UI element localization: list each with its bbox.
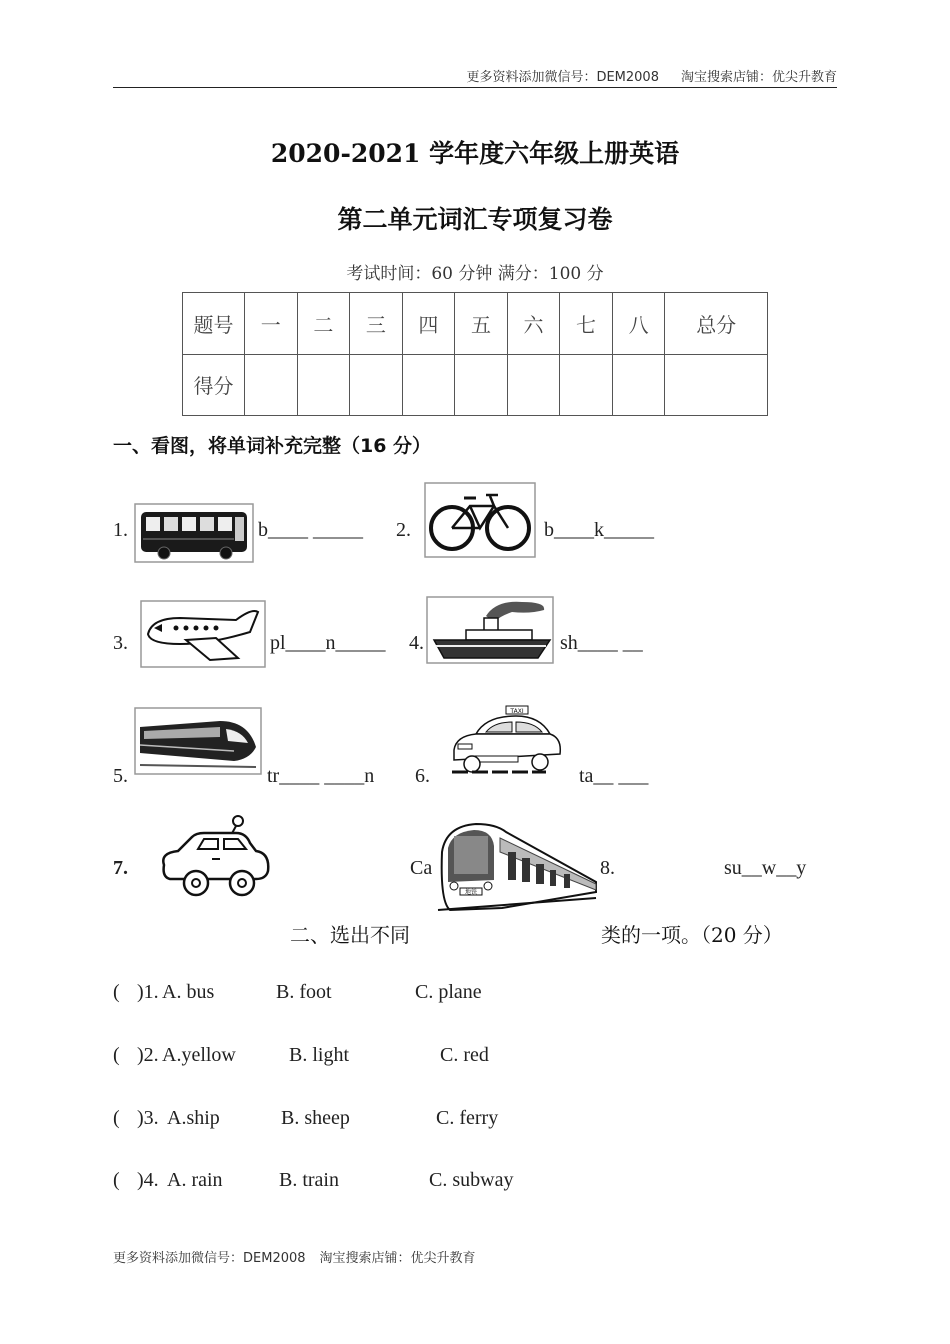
item-answer-blank[interactable]: b____ _____ bbox=[258, 519, 363, 541]
option-a: A. rain bbox=[167, 1169, 223, 1191]
section2-heading-left: 二、选出不同 bbox=[290, 923, 410, 947]
train-image bbox=[134, 707, 262, 775]
item-answer-blank[interactable]: sh____ __ bbox=[560, 632, 643, 654]
option-a: A.ship bbox=[167, 1107, 220, 1129]
score-input-cell[interactable] bbox=[350, 354, 403, 416]
section2-heading-right: 类的一项。（20 分） bbox=[601, 923, 783, 947]
score-input-cell[interactable] bbox=[455, 354, 508, 416]
option-a: A. bus bbox=[162, 981, 215, 1003]
score-input-cell[interactable] bbox=[245, 354, 298, 416]
car-image bbox=[156, 813, 274, 897]
title-line-2: 第二单元词汇专项复习卷 bbox=[337, 205, 613, 234]
subway-image bbox=[436, 822, 604, 912]
question-number: )2. bbox=[137, 1044, 159, 1066]
answer-paren[interactable]: ( bbox=[113, 1044, 120, 1066]
item-answer-blank[interactable]: b____k_____ bbox=[544, 519, 654, 541]
score-cell: 二 bbox=[297, 293, 350, 355]
score-input-cell[interactable] bbox=[402, 354, 455, 416]
item-number: 7. bbox=[113, 857, 128, 879]
footer-wechat: 更多资料添加微信号：DEM2008 bbox=[113, 1251, 306, 1266]
score-cell: 题号 bbox=[183, 293, 245, 355]
footer-shop: 淘宝搜索店铺：优尖升教育 bbox=[319, 1251, 476, 1266]
item-answer-blank[interactable]: pl____n_____ bbox=[270, 632, 386, 654]
item-number: 4. bbox=[409, 632, 424, 654]
score-cell: 七 bbox=[560, 293, 613, 355]
option-b: B. foot bbox=[276, 981, 332, 1003]
score-cell: 三 bbox=[350, 293, 403, 355]
subway-sign-text: 地铁 bbox=[464, 889, 478, 896]
option-b: B. train bbox=[279, 1169, 339, 1191]
item-answer-blank[interactable]: su__w__y bbox=[724, 857, 807, 879]
score-cell: 四 bbox=[402, 293, 455, 355]
question-number: )4. bbox=[137, 1169, 159, 1191]
item-number: 3. bbox=[113, 632, 128, 654]
score-input-cell[interactable] bbox=[612, 354, 665, 416]
page-footer bbox=[113, 1247, 476, 1266]
option-b: B. light bbox=[289, 1044, 350, 1066]
header-shop: 淘宝搜索店铺：优尖升教育 bbox=[680, 70, 837, 85]
item-answer-blank[interactable]: tr____ ____n bbox=[267, 765, 375, 787]
item-number: 6. bbox=[415, 765, 430, 787]
plane-image bbox=[140, 600, 266, 668]
score-cell: 八 bbox=[612, 293, 665, 355]
score-table bbox=[182, 292, 768, 416]
item-number: 2. bbox=[396, 519, 411, 541]
question-number: )3. bbox=[137, 1107, 159, 1129]
option-c: C. ferry bbox=[436, 1107, 499, 1129]
score-cell: 一 bbox=[245, 293, 298, 355]
score-input-cell[interactable] bbox=[560, 354, 613, 416]
item-answer-blank[interactable]: Ca bbox=[410, 857, 433, 879]
score-cell: 总分 bbox=[665, 293, 768, 355]
option-c: C. subway bbox=[429, 1169, 514, 1191]
header-divider bbox=[113, 87, 837, 88]
option-c: C. plane bbox=[415, 981, 482, 1003]
taxi-sign-text: TAXI bbox=[510, 708, 524, 715]
score-input-cell[interactable] bbox=[507, 354, 560, 416]
answer-paren[interactable]: ( bbox=[113, 1107, 120, 1129]
score-table-header-row bbox=[183, 293, 768, 355]
option-c: C. red bbox=[440, 1044, 489, 1066]
item-answer-blank[interactable]: ta__ ___ bbox=[579, 765, 649, 787]
ship-image bbox=[426, 596, 554, 664]
item-number: 5. bbox=[113, 765, 128, 787]
title-line-1: 2020-2021 学年度六年级上册英语 bbox=[270, 139, 680, 168]
item-number: 1. bbox=[113, 519, 128, 541]
section1-heading: 一、看图，将单词补充完整（16 分） bbox=[113, 435, 432, 457]
option-a: A.yellow bbox=[162, 1044, 236, 1066]
bus-image bbox=[134, 503, 254, 563]
score-input-cell[interactable] bbox=[665, 354, 768, 416]
header-wechat: 更多资料添加微信号：DEM2008 bbox=[466, 70, 659, 85]
item-number: 8. bbox=[600, 857, 615, 879]
score-table-score-row bbox=[183, 354, 768, 416]
answer-paren[interactable]: ( bbox=[113, 981, 120, 1003]
score-input-cell[interactable] bbox=[297, 354, 350, 416]
score-cell: 五 bbox=[455, 293, 508, 355]
exam-info: 考试时间：60 分钟 满分：100 分 bbox=[346, 264, 604, 284]
answer-paren[interactable]: ( bbox=[113, 1169, 120, 1191]
score-row-label: 得分 bbox=[183, 354, 245, 416]
option-b: B. sheep bbox=[281, 1107, 350, 1129]
bike-image bbox=[424, 482, 536, 558]
score-cell: 六 bbox=[507, 293, 560, 355]
taxi-image bbox=[450, 704, 564, 776]
page-header bbox=[466, 66, 837, 85]
question-number: )1. bbox=[137, 981, 159, 1003]
